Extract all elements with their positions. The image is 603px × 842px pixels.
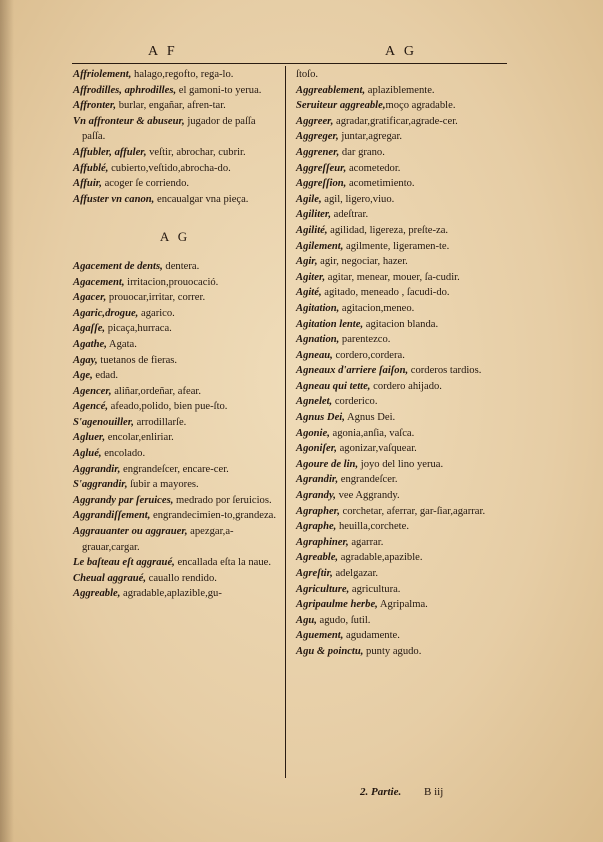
definition: agitado, meneado , ſacudi-do. bbox=[321, 287, 450, 299]
part-label: 2. Partie. bbox=[360, 786, 402, 798]
headword: Aggrandy par ſeruices, bbox=[73, 494, 174, 506]
definition: punty agudo. bbox=[363, 645, 422, 657]
definition: veſtir, abrochar, cubrir. bbox=[146, 146, 246, 158]
definition: cordero ahijado. bbox=[370, 380, 442, 392]
dictionary-entry bbox=[73, 586, 277, 602]
headword: Aggrener, bbox=[296, 146, 340, 158]
definition: agitacion blanda. bbox=[363, 318, 439, 330]
headword: Agonie, bbox=[296, 427, 330, 439]
dictionary-entry bbox=[296, 145, 500, 161]
dictionary-entry bbox=[296, 176, 500, 192]
headword: Agraphiner, bbox=[296, 536, 349, 548]
headword: Affublé, bbox=[73, 162, 109, 174]
definition: encaualgar vna pieça. bbox=[154, 193, 249, 205]
dictionary-entry bbox=[73, 353, 277, 369]
dictionary-entry bbox=[296, 239, 500, 255]
header-rule bbox=[72, 63, 507, 64]
headword: Agreſtir, bbox=[296, 568, 333, 579]
headword: Agnus Dei, bbox=[296, 412, 345, 424]
dictionary-entry bbox=[296, 566, 500, 582]
dictionary-entry bbox=[73, 368, 277, 384]
dictionary-entry bbox=[73, 524, 277, 555]
definition: encolar,enliriar. bbox=[105, 432, 174, 444]
headword: Seruiteur aggreable, bbox=[296, 100, 386, 112]
definition: agil, ligero,viuo. bbox=[321, 193, 395, 205]
dictionary-entry bbox=[73, 321, 277, 337]
headword: Agay, bbox=[73, 354, 98, 366]
left-entries-af bbox=[73, 67, 277, 207]
definition: juntar,agregar. bbox=[338, 131, 403, 143]
definition: irritacion,prouocació. bbox=[124, 276, 219, 288]
dictionary-entry bbox=[296, 379, 500, 395]
headword: Aggrauanter ou aggrauer, bbox=[73, 526, 188, 538]
headword: Agneaux d'arriere ſaiſon, bbox=[296, 365, 409, 377]
definition: Agnus Dei. bbox=[344, 412, 396, 424]
running-head-right: A G bbox=[385, 44, 417, 59]
headword: Agu, bbox=[296, 614, 317, 626]
definition: cauallo rendido. bbox=[146, 572, 217, 584]
dictionary-entry bbox=[296, 223, 500, 239]
dictionary-entry bbox=[296, 472, 500, 488]
definition: agradar,gratificar,agrade-cer. bbox=[333, 115, 458, 127]
column-divider bbox=[285, 66, 286, 778]
dictionary-entry bbox=[296, 207, 500, 223]
section-title: A G bbox=[159, 229, 191, 245]
headword: Agencer, bbox=[73, 385, 112, 397]
headword: Agreable, bbox=[296, 552, 339, 564]
definition: Agata. bbox=[106, 338, 137, 350]
dictionary-entry bbox=[73, 259, 277, 275]
dictionary-entry bbox=[296, 582, 500, 598]
dictionary-entry bbox=[296, 441, 500, 457]
definition: burlar, engañar, afren-tar. bbox=[116, 100, 226, 112]
headword: Agrandir, bbox=[296, 474, 339, 486]
dictionary-entry bbox=[296, 488, 500, 504]
headword: Aggreſſeur, bbox=[296, 162, 347, 174]
headword: Agiliter, bbox=[296, 209, 332, 221]
headword: Agitation lente, bbox=[296, 318, 364, 330]
headword: Agnation, bbox=[296, 334, 340, 346]
definition: el gamoni-to yerua. bbox=[176, 84, 262, 96]
definition: corderico. bbox=[332, 396, 378, 408]
dictionary-entry bbox=[73, 384, 277, 400]
headword: Aggreable, bbox=[73, 588, 121, 600]
headword: Agiter, bbox=[296, 271, 326, 283]
headword: Agilement, bbox=[296, 240, 344, 252]
definition: picaça,hurraca. bbox=[105, 323, 172, 335]
definition: agonia,anſia, vaſca. bbox=[329, 427, 415, 439]
headword: Agrandy, bbox=[296, 490, 336, 502]
definition: jugador de paſſa paſſa. bbox=[82, 115, 256, 143]
dictionary-entry bbox=[73, 508, 277, 524]
dictionary-entry bbox=[73, 477, 277, 493]
dictionary-entry bbox=[73, 290, 277, 306]
headword: Cheual aggraué, bbox=[73, 572, 146, 584]
running-head-left: A F bbox=[148, 44, 178, 59]
definition: adeſtrar. bbox=[331, 209, 369, 221]
dictionary-entry bbox=[73, 67, 277, 83]
definition: medrado por ſeruicios. bbox=[173, 494, 272, 506]
headword: Agencé, bbox=[73, 401, 109, 413]
dictionary-entry bbox=[296, 270, 500, 286]
definition: ſtoſo. bbox=[296, 69, 319, 80]
headword: Agraphe, bbox=[296, 521, 337, 533]
dictionary-entry bbox=[73, 114, 277, 145]
dictionary-entry bbox=[296, 98, 500, 114]
dictionary-entry bbox=[296, 535, 500, 551]
left-entries-ag bbox=[73, 259, 277, 602]
definition: dentera. bbox=[162, 260, 200, 272]
left-column bbox=[73, 67, 277, 602]
dictionary-entry bbox=[73, 415, 277, 431]
headword: Agathe, bbox=[73, 338, 107, 350]
dictionary-entry bbox=[73, 145, 277, 161]
dictionary-entry bbox=[73, 571, 277, 587]
definition: edad. bbox=[92, 370, 119, 382]
definition: prouocar,irritar, correr. bbox=[106, 292, 206, 304]
dictionary-entry bbox=[296, 285, 500, 301]
definition: agarrar. bbox=[348, 536, 384, 548]
dictionary-entry bbox=[296, 317, 500, 333]
definition: agir, negociar, hazer. bbox=[317, 256, 408, 268]
dictionary-entry bbox=[73, 446, 277, 462]
dictionary-entry bbox=[296, 628, 500, 644]
dictionary-entry bbox=[73, 192, 277, 208]
definition: corchetar, aferrar, gar-ſiar,agarrar. bbox=[339, 505, 486, 517]
definition: cordero,cordera. bbox=[332, 349, 405, 361]
definition: acometimiento. bbox=[346, 178, 415, 190]
dictionary-entry bbox=[296, 394, 500, 410]
definition: arrodillarſe. bbox=[133, 416, 187, 428]
definition: heuilla,corchete. bbox=[336, 521, 409, 533]
headword: Vn affronteur & abuseur, bbox=[73, 115, 185, 127]
headword: Agripaulme herbe, bbox=[296, 599, 378, 611]
headword: Agrapher, bbox=[296, 505, 340, 517]
headword: Aggreſſion, bbox=[296, 178, 347, 190]
dictionary-entry bbox=[296, 504, 500, 520]
dictionary-entry bbox=[73, 98, 277, 114]
dictionary-entry bbox=[73, 176, 277, 192]
headword: Affriolement, bbox=[73, 69, 132, 80]
dictionary-entry bbox=[296, 519, 500, 535]
headword: Agoure de lin, bbox=[296, 458, 359, 470]
dictionary-entry bbox=[73, 306, 277, 322]
headword: Affrodilles, aphrodilles, bbox=[73, 84, 177, 96]
definition: ſubir a mayores. bbox=[127, 479, 199, 491]
dictionary-entry bbox=[73, 161, 277, 177]
page-fold-shadow bbox=[0, 0, 14, 842]
dictionary-entry bbox=[296, 254, 500, 270]
definition: dar grano. bbox=[339, 146, 385, 158]
headword: Agneau, bbox=[296, 349, 333, 361]
headword: Agriculture, bbox=[296, 583, 350, 595]
dictionary-entry bbox=[296, 426, 500, 442]
headword: Agoniſer, bbox=[296, 443, 337, 455]
definition: agitar, menear, mouer, ſa-cudir. bbox=[325, 271, 460, 283]
dictionary-entry bbox=[296, 301, 500, 317]
definition: joyo del lino yerua. bbox=[358, 458, 444, 470]
definition: parentezco. bbox=[339, 334, 391, 346]
headword: Agitation, bbox=[296, 302, 340, 314]
definition: engrandeſcer, encare-cer. bbox=[120, 463, 229, 475]
dictionary-entry bbox=[73, 83, 277, 99]
definition: agilmente, ligeramen-te. bbox=[343, 240, 450, 252]
definition: agudamente. bbox=[343, 630, 400, 642]
dictionary-entry bbox=[73, 493, 277, 509]
dictionary-entry bbox=[73, 555, 277, 571]
dictionary-entry bbox=[296, 83, 500, 99]
headword: Agluer, bbox=[73, 432, 106, 444]
dictionary-entry bbox=[73, 462, 277, 478]
dictionary-entry bbox=[296, 644, 500, 660]
headword: Agilité, bbox=[296, 224, 328, 236]
dictionary-entry bbox=[296, 597, 500, 613]
headword: Aguement, bbox=[296, 630, 344, 642]
headword: Agaſſe, bbox=[73, 323, 106, 335]
definition: vee Aggrandy. bbox=[335, 490, 400, 502]
headword: S'aggrandir, bbox=[73, 479, 128, 491]
dictionary-entry bbox=[73, 430, 277, 446]
headword: Agnelet, bbox=[296, 396, 333, 408]
dictionary-entry bbox=[296, 348, 500, 364]
definition: Agripalma. bbox=[377, 599, 428, 611]
dictionary-entry bbox=[296, 613, 500, 629]
definition: halago,regofto, rega-lo. bbox=[131, 69, 234, 80]
definition: moço agradable. bbox=[385, 100, 456, 112]
dictionary-entry bbox=[296, 129, 500, 145]
definition: agonizar,vaſquear. bbox=[336, 443, 417, 455]
headword: Aggrandir, bbox=[73, 463, 121, 475]
headword: Aggrandiſſement, bbox=[73, 510, 151, 522]
headword: Aggreger, bbox=[296, 131, 339, 143]
headword: Agacement de dents, bbox=[73, 260, 163, 272]
dictionary-entry bbox=[296, 67, 500, 83]
right-column bbox=[296, 67, 500, 660]
dictionary-entry bbox=[73, 337, 277, 353]
headword: Affuster vn canon, bbox=[73, 193, 155, 205]
dictionary-entry bbox=[296, 161, 500, 177]
headword: Affronter, bbox=[73, 100, 117, 112]
definition: agilidad, ligereza, preſte-za. bbox=[327, 224, 449, 236]
headword: Aggreablement, bbox=[296, 84, 366, 96]
dictionary-entry bbox=[296, 550, 500, 566]
definition: agarico. bbox=[138, 307, 175, 319]
dictionary-entry bbox=[73, 399, 277, 415]
definition: aliñar,ordeñar, afear. bbox=[111, 385, 201, 397]
definition: acoger ſe corriendo. bbox=[101, 178, 190, 190]
definition: tuetanos de fieras. bbox=[97, 354, 178, 366]
definition: engrandeſcer. bbox=[338, 474, 398, 486]
headword: Agacer, bbox=[73, 292, 107, 304]
headword: S'agenouiller, bbox=[73, 416, 134, 428]
definition: corderos tardios. bbox=[408, 365, 482, 377]
definition: agitacion,meneo. bbox=[339, 302, 415, 314]
definition: adelgazar. bbox=[332, 568, 379, 579]
headword: Affubler, affuler, bbox=[73, 146, 147, 158]
page-footer bbox=[360, 786, 443, 798]
definition: encolado. bbox=[101, 448, 146, 460]
definition: agradable,aplazible,gu- bbox=[120, 588, 222, 600]
headword: Agneau qui tette, bbox=[296, 380, 371, 392]
right-entries bbox=[296, 67, 500, 660]
definition: afeado,polido, bien pue-ſto. bbox=[108, 401, 228, 413]
headword: Aggreer, bbox=[296, 115, 334, 127]
dictionary-entry bbox=[296, 114, 500, 130]
headword: Agu & poinctu, bbox=[296, 645, 364, 657]
definition: aplaziblemente. bbox=[365, 84, 435, 96]
definition: agricultura. bbox=[349, 583, 401, 595]
headword: Agaric,drogue, bbox=[73, 307, 139, 319]
headword: Agir, bbox=[296, 256, 318, 268]
dictionary-entry bbox=[296, 332, 500, 348]
dictionary-entry bbox=[296, 192, 500, 208]
definition: agradable,apazible. bbox=[338, 552, 423, 564]
definition: apezgar,a-grauar,cargar. bbox=[82, 526, 234, 553]
definition: agudo, ſutil. bbox=[316, 614, 371, 626]
definition: cubierto,veſtido,abrocha-do. bbox=[108, 162, 231, 174]
headword: Agacement, bbox=[73, 276, 125, 288]
headword: Agité, bbox=[296, 287, 322, 299]
definition: engrandecimien-to,grandeza. bbox=[150, 510, 276, 522]
definition: encallada eſta la naue. bbox=[174, 557, 271, 569]
headword: Age, bbox=[73, 370, 93, 382]
headword: Aglué, bbox=[73, 448, 102, 460]
headword: Affuir, bbox=[73, 178, 102, 190]
headword: Le baſteau eſt aggraué, bbox=[73, 557, 175, 569]
definition: acometedor. bbox=[346, 162, 401, 174]
signature-mark: B iij bbox=[424, 786, 444, 798]
dictionary-entry bbox=[296, 410, 500, 426]
dictionary-entry bbox=[73, 275, 277, 291]
headword: Agile, bbox=[296, 193, 322, 205]
dictionary-entry bbox=[296, 457, 500, 473]
dictionary-entry bbox=[296, 363, 500, 379]
